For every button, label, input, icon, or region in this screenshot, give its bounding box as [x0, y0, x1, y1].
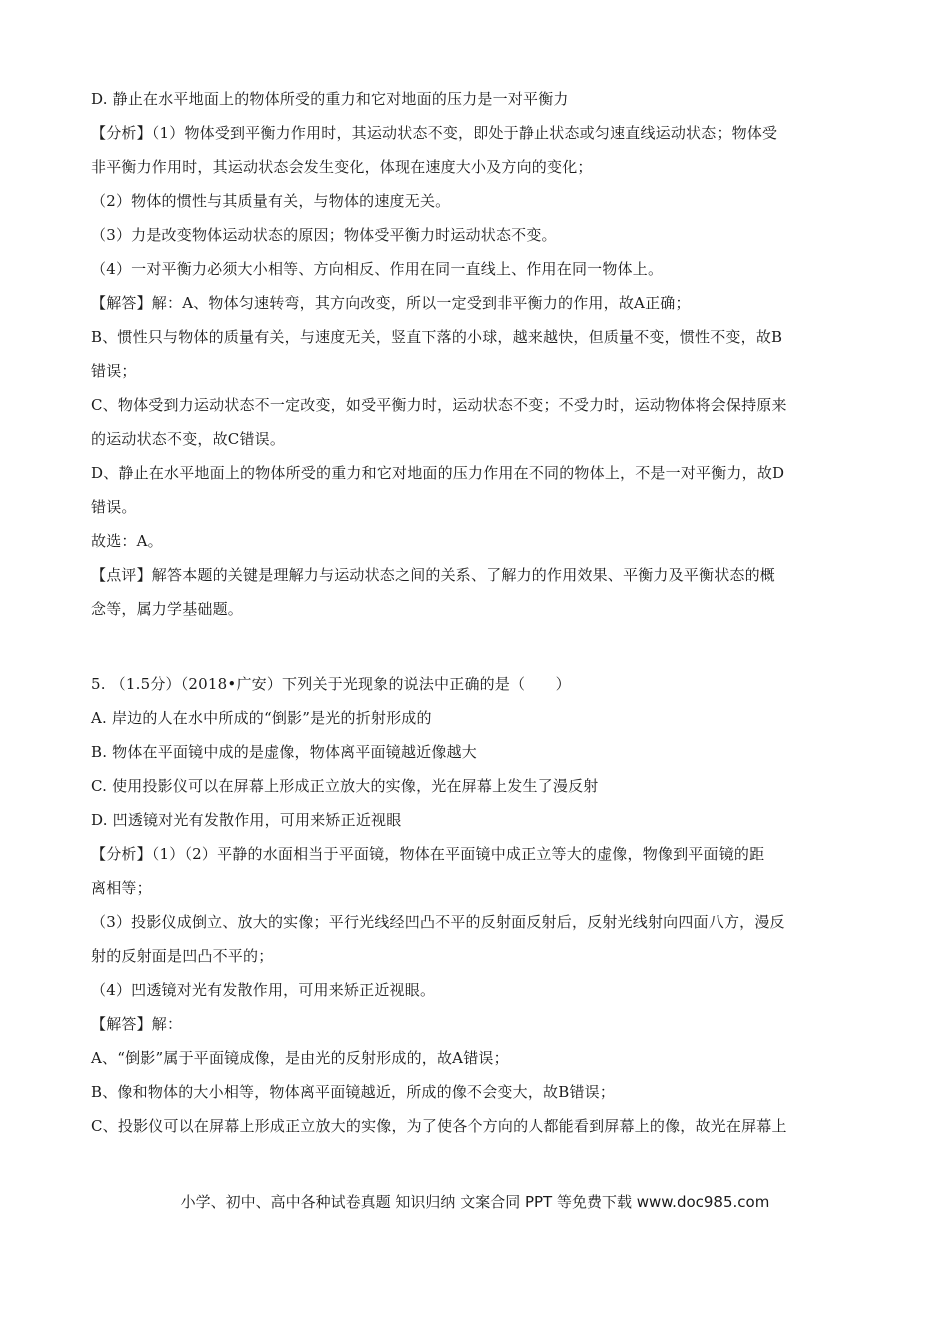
page-footer: 小学、初中、高中各种试卷真题 知识归纳 文案合同 PPT 等免费下载 www.doc985.com: [180, 1193, 770, 1211]
analysis-line: 离相等；: [91, 879, 152, 897]
answer-line: A、“倒影”属于平面镜成像，是由光的反射形成的，故A错误；: [91, 1049, 509, 1067]
question-5-title: 5. （1.5分）（2018•广安）下列关于光现象的说法中正确的是（ ）: [91, 675, 571, 693]
question-5-option-d: D. 凹透镜对光有发散作用，可用来矫正近视眼: [91, 811, 402, 829]
answer-heading: 【解答】解：: [91, 1015, 183, 1033]
answer-line: C、投影仪可以在屏幕上形成正立放大的实像，为了使各个方向的人都能看到屏幕上的像，故光在屏幕上: [91, 1117, 787, 1135]
analysis-line: 【分析】（1）（2）平静的水面相当于平面镜，物体在平面镜中成正立等大的虚像，物像到平面镜的距: [91, 845, 765, 863]
question-5-option-c: C. 使用投影仪可以在屏幕上形成正立放大的实像，光在屏幕上发生了漫反射: [91, 777, 599, 795]
analysis-point-4: （4）一对平衡力必须大小相等、方向相反、作用在同一直线上、作用在同一物体上。: [91, 260, 664, 278]
answer-line: C、物体受到力运动状态不一定改变，如受平衡力时，运动状态不变；不受力时，运动物体将会保持原来: [91, 396, 787, 414]
comment-line: 【点评】解答本题的关键是理解力与运动状态之间的关系、了解力的作用效果、平衡力及平衡状态的概: [91, 566, 776, 584]
document-body: [91, 88, 866, 1138]
analysis-line: 射的反射面是凹凸不平的；: [91, 947, 274, 965]
answer-line: 错误。: [91, 498, 137, 516]
analysis-line: 【分析】（1）物体受到平衡力作用时，其运动状态不变，即处于静止状态或匀速直线运动状态；物体受: [91, 124, 778, 142]
answer-line: B、像和物体的大小相等，物体离平面镜越近，所成的像不会变大，故B错误；: [91, 1083, 616, 1101]
analysis-line: （3）投影仪成倒立、放大的实像；平行光线经凹凸不平的反射面反射后，反射光线射向四面八方，漫反: [91, 913, 785, 931]
analysis-line: （4）凹透镜对光有发散作用，可用来矫正近视眼。: [91, 981, 436, 999]
comment-line: 念等，属力学基础题。: [91, 600, 244, 618]
answer-line: 的运动状态不变，故C错误。: [91, 430, 286, 448]
question-5-option-a: A. 岸边的人在水中所成的“倒影”是光的折射形成的: [91, 709, 432, 727]
option-d-statement: D. 静止在水平地面上的物体所受的重力和它对地面的压力是一对平衡力: [91, 90, 569, 108]
analysis-point-3: （3）力是改变物体运动状态的原因；物体受平衡力时运动状态不变。: [91, 226, 557, 244]
answer-line: 【解答】解：A、物体匀速转弯，其方向改变，所以一定受到非平衡力的作用，故A正确；: [91, 294, 691, 312]
choice-line: 故选：A。: [91, 532, 163, 550]
analysis-point-2: （2）物体的惯性与其质量有关，与物体的速度无关。: [91, 192, 451, 210]
answer-line: B、惯性只与物体的质量有关，与速度无关，竖直下落的小球，越来越快，但质量不变，惯性不变，故B: [91, 328, 783, 346]
question-5-option-b: B. 物体在平面镜中成的是虚像，物体离平面镜越近像越大: [91, 743, 477, 761]
analysis-line: 非平衡力作用时，其运动状态会发生变化，体现在速度大小及方向的变化；: [91, 158, 593, 176]
answer-line: D、静止在水平地面上的物体所受的重力和它对地面的压力作用在不同的物体上，不是一对平衡力，故D: [91, 464, 785, 482]
answer-line: 错误；: [91, 362, 137, 380]
